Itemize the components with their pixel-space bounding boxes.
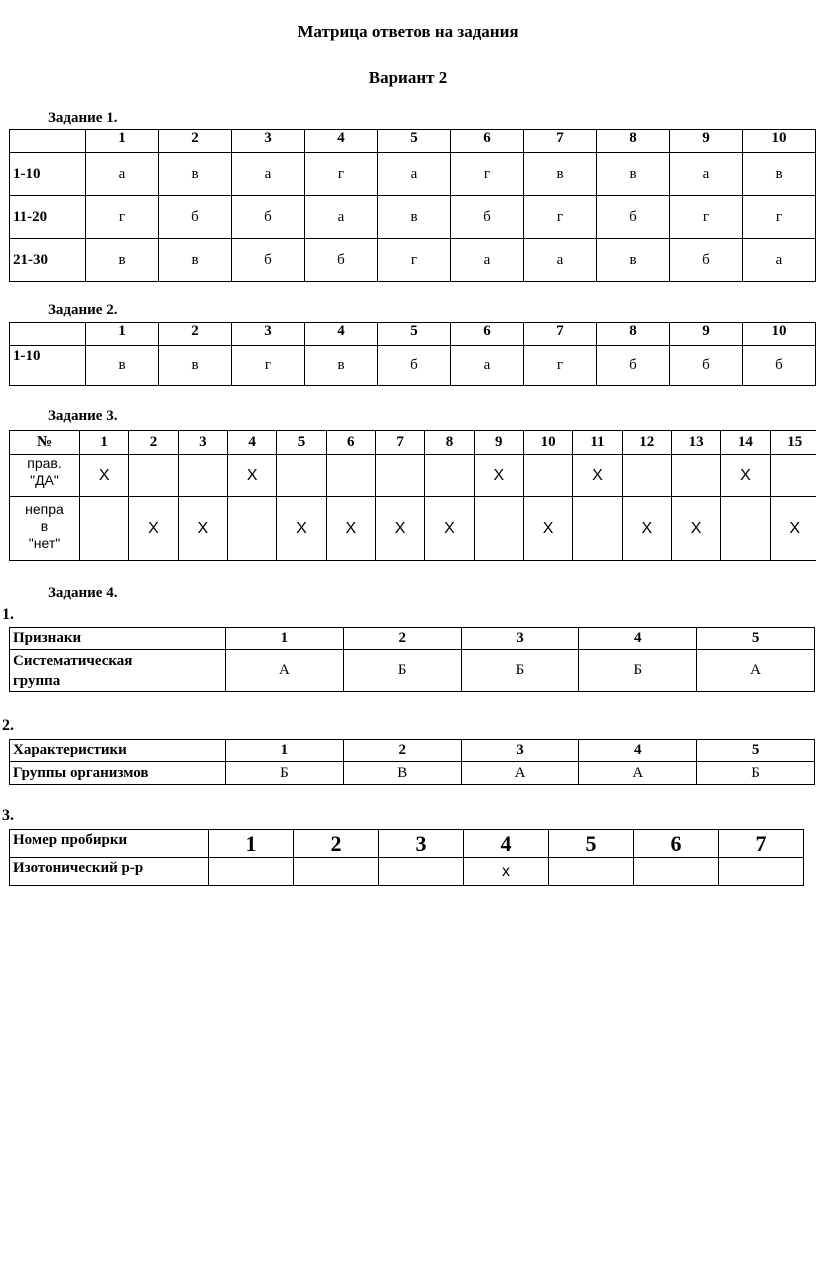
table-row [10, 497, 816, 561]
column-header: 1 [209, 830, 294, 858]
task2-heading: Задание 2. [48, 302, 118, 318]
column-header: 10 [743, 323, 816, 346]
column-header: 2 [159, 323, 232, 346]
task4-part1-header-row [10, 628, 815, 650]
mark-cell [573, 497, 622, 561]
answer-cell: б [743, 346, 816, 386]
column-header: 3 [379, 830, 464, 858]
row-label-line: в [40, 518, 49, 534]
answer-cell: в [524, 153, 597, 196]
answer-cell: б [378, 346, 451, 386]
answer-cell: в [597, 153, 670, 196]
mark-cell: Х [474, 455, 523, 497]
answer-cell: г [232, 346, 305, 386]
task4-part2-header-row [10, 740, 815, 762]
row-label-true [10, 455, 80, 497]
answer-cell: г [451, 153, 524, 196]
column-header: 14 [721, 431, 770, 455]
mark-cell: Х [277, 497, 326, 561]
column-header: 2 [159, 130, 232, 153]
answer-cell: г [743, 196, 816, 239]
table-row [10, 239, 816, 282]
mark-cell: Х [721, 455, 770, 497]
mark-cell [622, 455, 671, 497]
column-header: 2 [343, 740, 461, 762]
column-header: 6 [326, 431, 375, 455]
table-corner-cell [10, 323, 86, 346]
column-header: 9 [670, 323, 743, 346]
task3-table [9, 430, 816, 561]
mark-cell [719, 858, 804, 886]
table-row [10, 196, 816, 239]
task4-part3-header-row [10, 830, 804, 858]
row-label: 11-20 [10, 196, 86, 239]
answer-cell: Б [226, 762, 344, 785]
answer-cell: г [524, 196, 597, 239]
row-label: 1-10 [10, 346, 86, 386]
mark-cell [523, 455, 572, 497]
answer-cell: А [697, 650, 815, 692]
task1-header-row [10, 130, 816, 153]
answer-cell: Б [697, 762, 815, 785]
column-header: 2 [294, 830, 379, 858]
answer-cell: Б [343, 650, 461, 692]
answer-cell: Б [461, 650, 579, 692]
answer-cell: в [159, 153, 232, 196]
column-header: 7 [375, 431, 424, 455]
characteristics-header: Характеристики [10, 740, 226, 762]
answer-cell: А [579, 762, 697, 785]
column-header: 1 [226, 628, 344, 650]
column-header: 8 [425, 431, 474, 455]
task4-part1-table [9, 627, 815, 692]
column-header: 10 [523, 431, 572, 455]
answer-cell: а [743, 239, 816, 282]
mark-cell [209, 858, 294, 886]
column-header: 7 [524, 130, 597, 153]
mark-cell [294, 858, 379, 886]
column-header: 6 [451, 130, 524, 153]
answer-cell: В [343, 762, 461, 785]
answer-cell: а [524, 239, 597, 282]
answer-cell: в [159, 346, 232, 386]
task4-part2-table [9, 739, 815, 785]
mark-cell [634, 858, 719, 886]
answer-cell: г [670, 196, 743, 239]
column-header: 12 [622, 431, 671, 455]
row-label-line: группа [13, 672, 61, 689]
mark-cell: Х [375, 497, 424, 561]
answer-cell: а [305, 196, 378, 239]
mark-cell [178, 455, 227, 497]
answer-cell: б [232, 196, 305, 239]
mark-cell: Х [573, 455, 622, 497]
mark-cell: Х [425, 497, 474, 561]
column-header: 6 [634, 830, 719, 858]
mark-cell [671, 455, 720, 497]
variant-title: Вариант 2 [368, 68, 448, 87]
column-header: 4 [305, 130, 378, 153]
row-label-line: прав. [27, 455, 62, 471]
column-header: 4 [579, 628, 697, 650]
column-header: 13 [671, 431, 720, 455]
page-title: Матрица ответов на задания [297, 22, 519, 41]
answer-cell: Б [579, 650, 697, 692]
column-header: 7 [524, 323, 597, 346]
answer-cell: б [305, 239, 378, 282]
table-row [10, 762, 815, 785]
answer-cell: А [461, 762, 579, 785]
answer-cell: б [451, 196, 524, 239]
mark-cell [549, 858, 634, 886]
mark-cell: Х [622, 497, 671, 561]
answer-cell: в [86, 239, 159, 282]
mark-cell [770, 455, 816, 497]
column-header: 3 [232, 130, 305, 153]
task4-part1-number: 1. [2, 606, 14, 623]
column-header: 3 [178, 431, 227, 455]
mark-cell [326, 455, 375, 497]
table-corner-cell [10, 130, 86, 153]
column-header: 2 [343, 628, 461, 650]
column-header: 3 [232, 323, 305, 346]
answer-cell: б [597, 196, 670, 239]
mark-cell [474, 497, 523, 561]
mark-cell: х [464, 858, 549, 886]
table-row [10, 455, 816, 497]
column-header: 4 [579, 740, 697, 762]
column-header: 10 [743, 130, 816, 153]
answer-cell: а [378, 153, 451, 196]
mark-cell: Х [80, 455, 129, 497]
table-row [10, 650, 815, 692]
row-label-false [10, 497, 80, 561]
task4-part2-number: 2. [2, 717, 14, 734]
mark-cell [227, 497, 276, 561]
column-header: 5 [378, 323, 451, 346]
column-header: 5 [549, 830, 634, 858]
row-label: Изотонический р-р [10, 858, 209, 886]
column-header: 4 [464, 830, 549, 858]
column-header: 5 [277, 431, 326, 455]
task4-heading: Задание 4. [48, 585, 118, 601]
mark-cell: Х [326, 497, 375, 561]
column-header: 9 [670, 130, 743, 153]
column-header: 1 [86, 323, 159, 346]
row-label [10, 650, 226, 692]
answer-cell: б [232, 239, 305, 282]
column-header: 3 [461, 740, 579, 762]
answer-cell: г [305, 153, 378, 196]
task4-part3-number: 3. [2, 807, 14, 824]
answer-cell: в [86, 346, 159, 386]
answer-cell: б [670, 346, 743, 386]
answer-cell: г [378, 239, 451, 282]
answer-cell: в [159, 239, 232, 282]
column-header: 4 [305, 323, 378, 346]
mark-cell [277, 455, 326, 497]
table-row [10, 346, 816, 386]
column-header: 11 [573, 431, 622, 455]
answer-cell: а [86, 153, 159, 196]
answer-cell: в [305, 346, 378, 386]
mark-cell [721, 497, 770, 561]
mark-cell [425, 455, 474, 497]
task1-table [9, 129, 816, 282]
mark-cell: Х [178, 497, 227, 561]
answer-cell: б [670, 239, 743, 282]
mark-cell [375, 455, 424, 497]
column-header: 5 [697, 740, 815, 762]
task1-heading: Задание 1. [48, 110, 118, 126]
task3-header-row [10, 431, 816, 455]
column-header: 2 [129, 431, 178, 455]
answer-cell: а [232, 153, 305, 196]
task2-table [9, 322, 816, 386]
row-label-line: "нет" [28, 535, 61, 551]
answer-cell: а [451, 346, 524, 386]
mark-cell: Х [227, 455, 276, 497]
mark-cell [129, 455, 178, 497]
table-row [10, 153, 816, 196]
mark-cell: Х [770, 497, 816, 561]
column-header: 5 [697, 628, 815, 650]
tube-number-header: Номер пробирки [10, 830, 209, 858]
mark-cell [379, 858, 464, 886]
answer-cell: а [451, 239, 524, 282]
column-header: 4 [227, 431, 276, 455]
row-label-line: "ДА" [30, 472, 59, 488]
column-header: 5 [378, 130, 451, 153]
features-header: Признаки [10, 628, 226, 650]
column-header: 7 [719, 830, 804, 858]
column-header: 3 [461, 628, 579, 650]
column-header: 1 [80, 431, 129, 455]
row-label-line: непра [25, 501, 64, 517]
answer-cell: б [597, 346, 670, 386]
row-label: 21-30 [10, 239, 86, 282]
column-header: 15 [770, 431, 816, 455]
answer-cell: в [743, 153, 816, 196]
answer-cell: г [524, 346, 597, 386]
mark-cell: Х [671, 497, 720, 561]
column-header: 9 [474, 431, 523, 455]
column-header: 1 [86, 130, 159, 153]
mark-cell [80, 497, 129, 561]
column-header: 1 [226, 740, 344, 762]
column-header: 8 [597, 130, 670, 153]
task2-header-row [10, 323, 816, 346]
mark-cell: Х [523, 497, 572, 561]
answer-cell: А [226, 650, 344, 692]
answer-cell: а [670, 153, 743, 196]
table-row [10, 858, 804, 886]
column-header: 6 [451, 323, 524, 346]
task4-part3-table [9, 829, 804, 886]
row-label-line: Систематическая [13, 652, 133, 669]
row-label: Группы организмов [10, 762, 226, 785]
answer-cell: в [378, 196, 451, 239]
answer-cell: б [159, 196, 232, 239]
task3-heading: Задание 3. [48, 408, 118, 424]
number-sign-header: № [10, 431, 80, 455]
answer-cell: г [86, 196, 159, 239]
row-label: 1-10 [10, 153, 86, 196]
answer-cell: в [597, 239, 670, 282]
column-header: 8 [597, 323, 670, 346]
mark-cell: Х [129, 497, 178, 561]
